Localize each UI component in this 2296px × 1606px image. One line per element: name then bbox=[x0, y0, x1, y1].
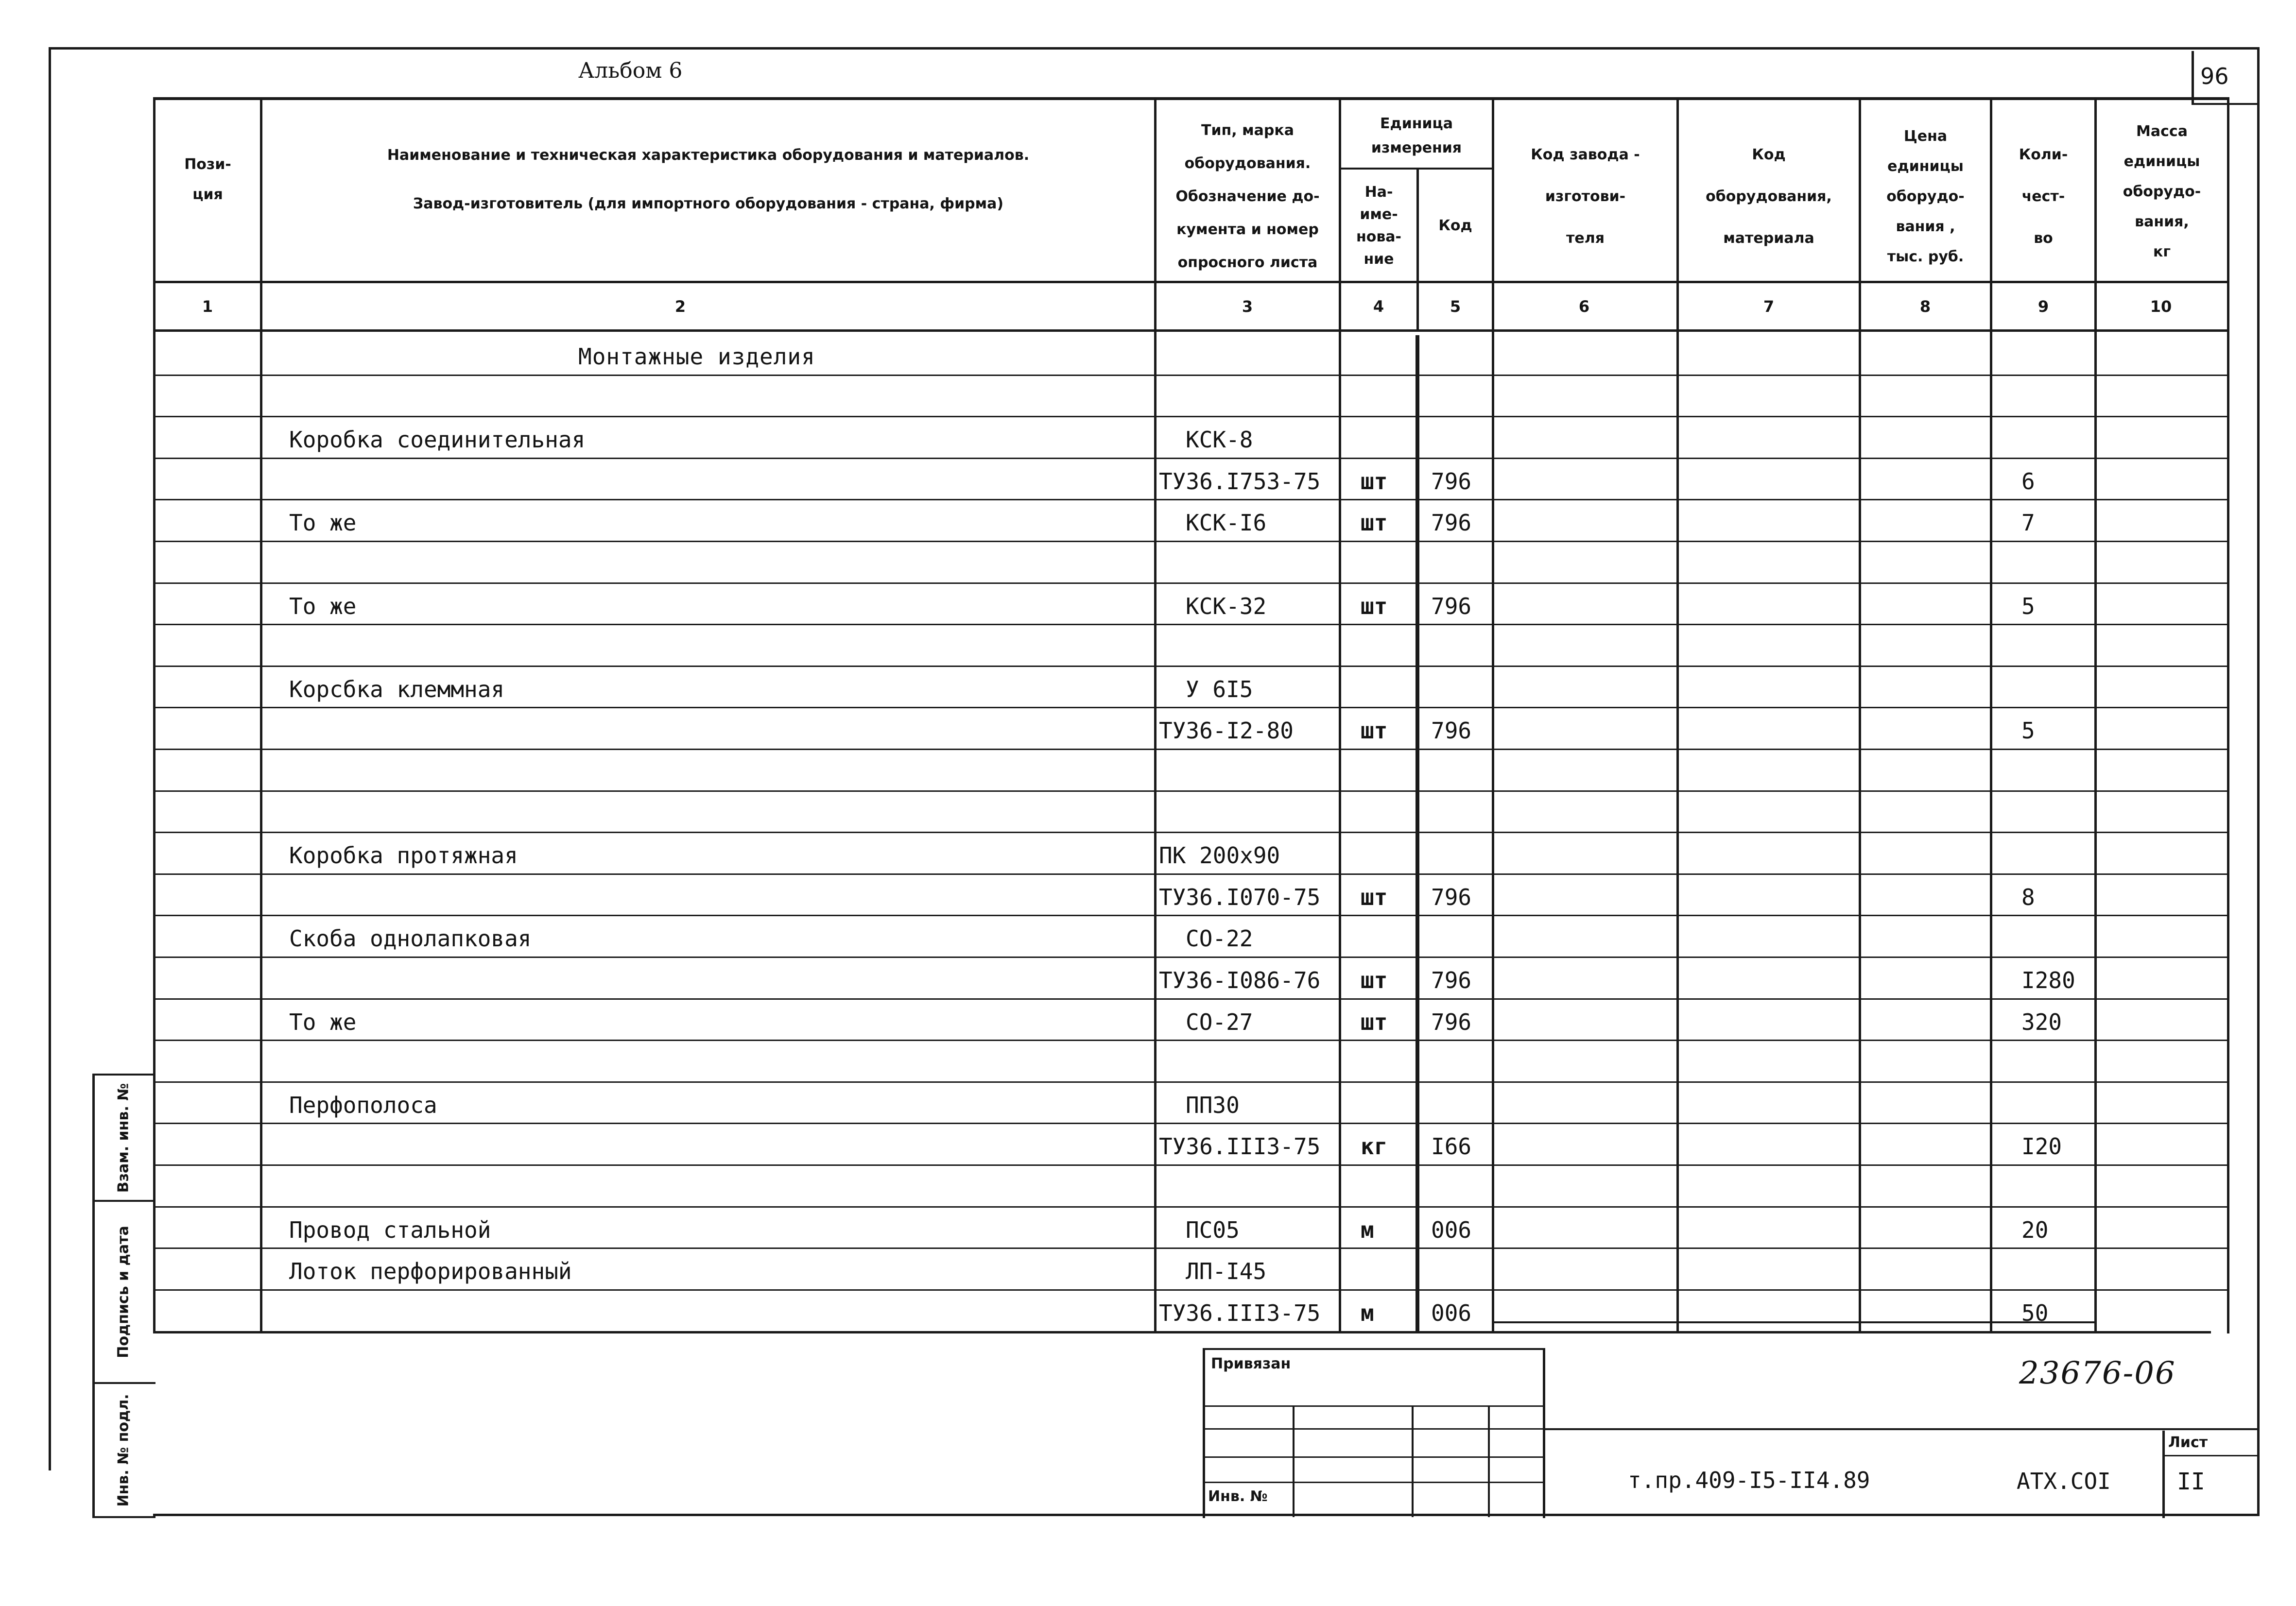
row-divider bbox=[155, 541, 2228, 542]
item-type: ПК 200х90 bbox=[1159, 842, 1280, 869]
item-name: Перфополоса bbox=[289, 1092, 437, 1118]
item-type: ТУ36-I086-76 bbox=[1159, 967, 1321, 993]
header-type: Тип, марка оборудования. Обозначение до- кумента и номер опросного листа bbox=[1175, 122, 1320, 271]
item-quantity: 7 bbox=[2021, 510, 2035, 536]
column-number: 10 bbox=[2150, 297, 2172, 316]
row-divider bbox=[155, 749, 2228, 750]
row-divider bbox=[155, 458, 2228, 459]
item-quantity: 5 bbox=[2021, 718, 2035, 744]
item-quantity: I280 bbox=[2021, 967, 2075, 993]
item-unit-code: 796 bbox=[1431, 510, 1472, 536]
item-name: Коробка соединительная bbox=[289, 427, 586, 453]
item-quantity: 6 bbox=[2021, 468, 2035, 495]
row-divider bbox=[155, 790, 2228, 792]
row-divider bbox=[155, 832, 2228, 833]
row-divider bbox=[155, 957, 2228, 958]
row-divider bbox=[155, 1040, 2228, 1041]
item-unit-code: 796 bbox=[1431, 718, 1472, 744]
sheet-number: II bbox=[2177, 1468, 2205, 1495]
item-name: Лоток перфорированный bbox=[289, 1258, 572, 1285]
item-unit: шт bbox=[1361, 1008, 1388, 1035]
item-name: Коробка протяжная bbox=[289, 842, 518, 869]
row-divider bbox=[155, 1081, 2228, 1083]
album-title: Альбом 6 bbox=[578, 58, 683, 83]
side-label-replacement: Взам. инв. № bbox=[115, 1083, 132, 1193]
item-unit: шт bbox=[1361, 468, 1388, 495]
item-type: КСК-I6 bbox=[1186, 510, 1267, 536]
header-mass: Масса единицы оборудо- вания, кг bbox=[2123, 123, 2201, 260]
header-factory-code: Код завода - изготови- теля bbox=[1531, 146, 1640, 247]
header-unit-name: На- име- нова- ние bbox=[1356, 184, 1402, 268]
row-divider bbox=[155, 707, 2228, 708]
row-divider bbox=[155, 1289, 2228, 1291]
sheet-label: Лист bbox=[2168, 1434, 2208, 1451]
row-divider bbox=[155, 873, 2228, 875]
side-label-original-inventory: Инв. № подл. bbox=[115, 1393, 132, 1507]
page-number: 96 bbox=[2200, 63, 2229, 89]
item-quantity: 20 bbox=[2021, 1216, 2049, 1243]
column-number: 5 bbox=[1450, 297, 1461, 316]
row-divider bbox=[155, 375, 2228, 376]
row-divider bbox=[155, 499, 2228, 500]
stamp-privyazan: Привязан bbox=[1211, 1355, 1291, 1372]
item-name: То же bbox=[289, 593, 357, 619]
document-code: АТХ.СОI bbox=[2017, 1468, 2111, 1494]
handwritten-number: 23676-06 bbox=[2019, 1355, 2176, 1391]
item-unit-code: I66 bbox=[1431, 1133, 1472, 1160]
item-type: КСК-8 bbox=[1186, 427, 1253, 453]
column-number: 1 bbox=[202, 297, 213, 316]
item-name: Монтажные изделия bbox=[578, 343, 815, 370]
item-name: Корсбка клеммная bbox=[289, 676, 505, 702]
header-equipment-code: Код оборудования, материала bbox=[1706, 146, 1832, 247]
item-unit-code: 796 bbox=[1431, 1008, 1472, 1035]
header-unit-code: Код bbox=[1438, 217, 1472, 234]
header-position: Пози- ция bbox=[184, 156, 231, 203]
header-name: Наименование и техническая характеристика оборудования и материалов. Завод-изготовитель (для импортного оборудования - страна, фирма) bbox=[387, 147, 1030, 212]
item-unit-code: 006 bbox=[1431, 1216, 1472, 1243]
row-divider bbox=[155, 666, 2228, 667]
item-unit-code: 796 bbox=[1431, 884, 1472, 910]
item-unit: м bbox=[1361, 1216, 1374, 1243]
row-divider bbox=[155, 998, 2228, 1000]
header-unit-group: Единица измерения bbox=[1371, 115, 1462, 156]
row-divider bbox=[155, 582, 2228, 584]
header-quantity: Коли- чест- во bbox=[2019, 146, 2068, 247]
item-unit-code: 796 bbox=[1431, 593, 1472, 619]
item-unit: шт bbox=[1361, 967, 1388, 993]
item-quantity: 8 bbox=[2021, 884, 2035, 910]
column-number: 8 bbox=[1919, 297, 1931, 316]
row-divider bbox=[155, 915, 2228, 916]
item-unit: шт bbox=[1361, 884, 1388, 910]
item-type: ПС05 bbox=[1186, 1216, 1240, 1243]
item-unit: шт bbox=[1361, 718, 1388, 744]
item-name: То же bbox=[289, 1008, 357, 1035]
item-unit: кг bbox=[1361, 1133, 1388, 1160]
row-divider bbox=[155, 1206, 2228, 1208]
column-number: 6 bbox=[1578, 297, 1590, 316]
item-name: Скоба однолапковая bbox=[289, 925, 532, 952]
item-type: ТУ36.I070-75 bbox=[1159, 884, 1321, 910]
item-type: ЛП-I45 bbox=[1186, 1258, 1267, 1285]
column-number: 3 bbox=[1242, 297, 1253, 316]
item-name: Провод стальной bbox=[289, 1216, 491, 1243]
item-unit-code: 796 bbox=[1431, 468, 1472, 495]
row-divider bbox=[155, 1164, 2228, 1166]
item-type: СО-27 bbox=[1186, 1008, 1253, 1035]
header-price: Цена единицы оборудо- вания , тыс. руб. bbox=[1886, 128, 1965, 265]
item-quantity: 320 bbox=[2021, 1008, 2062, 1035]
column-number: 9 bbox=[2037, 297, 2049, 316]
row-divider bbox=[155, 1247, 2228, 1249]
item-type: ТУ36-I2-80 bbox=[1159, 718, 1294, 744]
item-unit-code: 796 bbox=[1431, 967, 1472, 993]
stamp-inv-no: Инв. № bbox=[1208, 1488, 1268, 1505]
item-unit-code: 006 bbox=[1431, 1299, 1472, 1326]
item-type: ТУ36.I753-75 bbox=[1159, 468, 1321, 495]
item-quantity: 50 bbox=[2021, 1299, 2049, 1326]
item-type: КСК-32 bbox=[1186, 593, 1267, 619]
column-number: 4 bbox=[1373, 297, 1384, 316]
row-divider bbox=[155, 624, 2228, 625]
item-type: ТУ36.III3-75 bbox=[1159, 1133, 1321, 1160]
item-unit: шт bbox=[1361, 510, 1388, 536]
item-type: СО-22 bbox=[1186, 925, 1253, 952]
row-divider bbox=[155, 1123, 2228, 1124]
item-type: ПП30 bbox=[1186, 1092, 1240, 1118]
item-quantity: 5 bbox=[2021, 593, 2035, 619]
item-type: ТУ36.III3-75 bbox=[1159, 1299, 1321, 1326]
column-number: 2 bbox=[674, 297, 686, 316]
item-unit: шт bbox=[1361, 593, 1388, 619]
item-unit: м bbox=[1361, 1299, 1374, 1326]
item-type: У 6I5 bbox=[1186, 676, 1253, 702]
document-designation: т.пр.409-I5-II4.89 bbox=[1628, 1467, 1870, 1493]
side-label-signature-date: Подпись и дата bbox=[115, 1226, 132, 1358]
column-number: 7 bbox=[1763, 297, 1775, 316]
item-name: То же bbox=[289, 510, 357, 536]
row-divider bbox=[155, 416, 2228, 417]
item-quantity: I20 bbox=[2021, 1133, 2062, 1160]
